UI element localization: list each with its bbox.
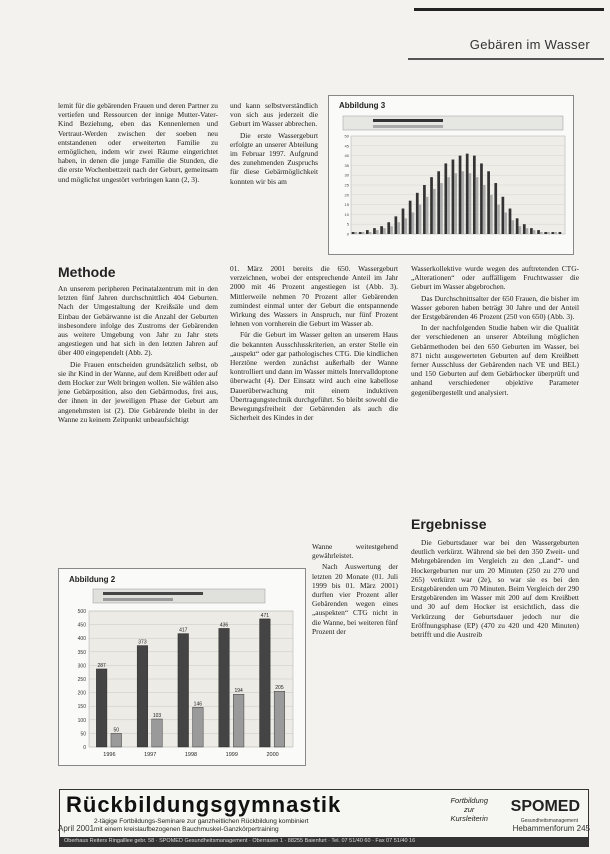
- figure-3-legend-swatch: [373, 125, 443, 128]
- figure-3-y-tick: 10: [344, 211, 349, 217]
- figure-2-y-tick: 450: [77, 622, 86, 629]
- figure-3-bar: [416, 193, 419, 234]
- figure-2-y-tick: 150: [77, 704, 86, 711]
- figure-3-y-tick: 0: [346, 231, 349, 237]
- ad-course-line: zur: [464, 805, 475, 814]
- column-2-body: [230, 264, 398, 424]
- figure-3-bar: [430, 177, 433, 234]
- figure-2-bar: [111, 733, 122, 747]
- ad-subtitle-1: 2-tägige Fortbildungs-Seminare zur ganzheitlichen Rückbildung kombiniert: [94, 818, 309, 825]
- figure-3-bar: [447, 177, 450, 234]
- heading-ergebnisse: Ergebnisse: [411, 516, 487, 532]
- figure-2: [58, 568, 306, 766]
- figure-3-y-tick: 5: [346, 221, 349, 227]
- figure-3-bar: [459, 156, 462, 234]
- figure-3-bar: [366, 230, 369, 234]
- figure-3-bar: [544, 232, 547, 234]
- figure-3-bar: [502, 197, 505, 234]
- figure-3-chart: [329, 96, 573, 254]
- figure-3-bar: [452, 160, 455, 234]
- figure-3-bar: [480, 163, 483, 234]
- figure-2-data-label: 194: [234, 688, 243, 695]
- figure-3-bar: [461, 171, 464, 234]
- figure-3-bar: [551, 232, 554, 234]
- figure-3-bar: [387, 222, 390, 234]
- figure-3-bar: [469, 173, 472, 234]
- figure-2-chart: [59, 569, 305, 765]
- column-3-top: [411, 264, 579, 399]
- figure-2-legend-swatch: [103, 592, 203, 595]
- figure-2-bar: [233, 694, 244, 747]
- figure-3-bar: [419, 205, 422, 234]
- figure-3-bar: [376, 230, 379, 234]
- ad-subtitle-2: mit einem kreislaufbezogenen Bauchmuskel-Ganzkörpertraining: [94, 826, 279, 833]
- ad-title: Rückbildungsgymnastik: [66, 792, 342, 817]
- ad-course-info: [450, 796, 488, 823]
- figure-2-x-tick: 1997: [144, 752, 157, 758]
- figure-2-y-tick: 0: [83, 745, 86, 751]
- paragraph: Das Durchschnittsalter der 650 Frauen, die bisher im Wasser geboren haben beträgt 30 Jahre und der Anteil der Erstgebärenden 46 Prozent (250 von 650) (Abb. 3).: [411, 293, 579, 322]
- figure-2-y-tick: 50: [80, 731, 86, 738]
- figure-3-bar: [402, 209, 405, 234]
- figure-3-bar: [397, 222, 400, 234]
- figure-3-bar: [518, 226, 521, 234]
- figure-3-bar: [440, 183, 443, 234]
- figure-2-data-label: 417: [179, 627, 188, 634]
- title-rule: [408, 58, 604, 60]
- figure-3-bar: [530, 228, 533, 234]
- figure-3-bar: [437, 171, 440, 234]
- spomed-logo-subtitle: Gesundheitsmanagement: [520, 818, 578, 824]
- column-2-bottom: [312, 542, 398, 638]
- figure-3-bar: [516, 218, 519, 234]
- figure-2-x-tick: 1998: [184, 752, 198, 758]
- figure-3-bar: [483, 185, 486, 234]
- figure-3-bar: [487, 171, 490, 234]
- column-1-top: [58, 101, 218, 186]
- figure-3-y-tick: 20: [344, 192, 349, 198]
- figure-3-y-tick: 40: [344, 153, 349, 159]
- ad-course-line: Kursleiterin: [450, 814, 488, 823]
- section-title: Gebären im Wasser: [469, 37, 590, 52]
- figure-3-bar: [395, 216, 398, 234]
- figure-2-y-tick: 300: [77, 663, 86, 670]
- figure-2-label: Abbildung 2: [69, 575, 116, 584]
- figure-2-x-tick: 2000: [266, 752, 279, 758]
- figure-3-bar: [352, 232, 355, 234]
- figure-2-data-label: 146: [193, 701, 203, 708]
- figure-2-y-tick: 200: [77, 690, 86, 697]
- paragraph: lemit für die gebärenden Frauen und deren Partner zu vertiefen und Ressourcen der innige Mutter-Vater-Kind Beziehung, eben das Kennenlernen und Vertraut-Werden zwischen der soeben neu entstandenen oder erweiterten Familie zu ermöglichen, indem wir zwei Räume eingerichtet haben, in denen die junge Familie die Stunden, die die erste Wochenbettzeit nach der Geburt, gemeinsam und möglichst ungestört verbringen kann (2, 3).: [58, 101, 218, 184]
- figure-3-label: Abbildung 3: [339, 101, 386, 110]
- figure-2-bar: [96, 669, 107, 747]
- figure-2-data-label: 436: [219, 622, 229, 629]
- paragraph: Die erste Wassergeburt erfolgte an unserer Abteilung im Februar 1997. Aufgrund des zunehmenden Zuspruchs für diese Gebärmöglichkeit konnten wir bis am: [230, 130, 318, 186]
- figure-2-data-label: 373: [138, 639, 147, 646]
- figure-2-bar: [178, 634, 189, 747]
- paragraph: Die Frauen entscheiden grundsätzlich selbst, ob sie ihr Kind in der Wanne, auf dem Kreißbett oder auf dem Hocker zur Welt bringen wollen. Sie wählen also jene Gebärposition, also den Gebärmodus, frei aus, der ihnen in der jeweiligen Phase der Geburt am angenehmsten ist (2). Die Gebärende bleibt in der Wanne zu keinem Zeitpunkt unbeaufsichtigt: [58, 359, 218, 424]
- figure-3-bar: [380, 226, 383, 234]
- header-rule: [414, 8, 604, 11]
- figure-3-bar: [559, 232, 562, 234]
- figure-3-bar: [354, 232, 357, 234]
- figure-3-y-tick: 30: [344, 172, 349, 178]
- figure-3-bar: [433, 189, 436, 234]
- figure-2-bar: [219, 628, 230, 747]
- figure-3-bar: [523, 224, 526, 234]
- advertisement[interactable]: [59, 789, 589, 847]
- figure-3-legend-swatch: [373, 119, 443, 122]
- footer-date: April 2001: [58, 824, 95, 833]
- figure-3-bar: [476, 177, 479, 234]
- figure-3-bar: [426, 197, 429, 234]
- figure-3: [328, 95, 574, 255]
- figure-3-bar: [494, 183, 497, 234]
- paragraph: An unserem peripheren Perinatalzentrum mit in den letzten fünf Jahren durchschnittlich 404 Geburten. Nach der Umgestaltung der Kreißsäle und dem Einbau der Gebärwanne ist die Anzahl der Geburten insbesondere infolge des Zustroms der Gebärenden aus weitere Umgebung von Jahr zu Jahr stets angestiegen und hat sich in den letzten Jahren auf über 400 eingependelt (Abb. 2).: [58, 284, 218, 358]
- paragraph: Für die Geburt im Wasser gelten an unserem Haus die bekannten Ausschlusskriterien, an erster Stelle ein „auspekt“ oder gar pathologisches CTG. Die kindlichen Herztöne werden zunächst außerhalb der Wanne kontrolliert und dann im Wasser mittels Intervalldoptone überwacht (4). Der Einsatz wird auch eine kabellose Dauerüberwachung mit einem induktiven Übertragungstechnik durchgeführt. So bleibt sowohl die Bewegungsfreiheit der Gebärenden als auch die Sicherheit des Kindes in der: [230, 330, 398, 423]
- paragraph: 01. März 2001 bereits die 650. Wassergeburt verzeichnen, wobei der entsprechende Anteil im Jahr 2000 mit 46 Prozent angestiegen ist (Abb. 3). Mittlerweile nehmen 70 Prozent aller Gebärenden zumindest einmal unter der Geburt die entspannende Wirkung des Wassers in Anspruch, nur fünf Prozent lehnen von vornherein die Geburt im Wasser ab.: [230, 264, 398, 329]
- figure-3-y-tick: 35: [344, 162, 349, 168]
- figure-3-bar: [369, 232, 372, 234]
- figure-2-y-tick: 350: [77, 649, 86, 656]
- figure-2-bar: [152, 719, 163, 747]
- figure-3-bar: [383, 228, 386, 234]
- figure-3-bar: [526, 228, 529, 234]
- heading-methode: Methode: [58, 264, 116, 280]
- figure-3-bar: [537, 230, 540, 234]
- figure-3-bar: [390, 226, 393, 234]
- figure-3-bar: [404, 218, 407, 234]
- figure-2-y-tick: 100: [77, 717, 86, 724]
- column-1-body: [58, 284, 218, 426]
- figure-3-bar: [547, 232, 550, 234]
- figure-2-data-label: 50: [113, 727, 120, 734]
- figure-3-bar: [504, 212, 507, 234]
- figure-3-y-tick: 15: [344, 202, 349, 208]
- figure-3-bar: [490, 195, 493, 234]
- figure-3-y-tick: 25: [344, 182, 349, 188]
- figure-2-y-tick: 250: [77, 677, 86, 683]
- figure-2-bar: [193, 707, 204, 747]
- column-3-body: [411, 538, 579, 641]
- figure-3-bar: [362, 232, 365, 234]
- paragraph: Nach Auswertung der letzten 20 Monate (01. Juli 1999 bis 01. März 2001) durften vier Prozent aller Gebärenden wegen eines „auspekten“ CTG nicht in die Wanne, bei weiteren fünf Prozent der: [312, 562, 398, 636]
- figure-2-data-label: 471: [260, 612, 270, 619]
- spomed-logo: SPOMED: [510, 798, 580, 815]
- ad-contact-bar: Oberhaus Reiters Ringalllee gebr. 58 · SPOMED Gesundheitsmanagement · Oberrasen 1 · 88255 Baienfurt · Tel. 07 51/40 60 · Fax 07 51/40 16: [60, 837, 588, 846]
- figure-2-data-label: 103: [152, 712, 162, 719]
- paragraph: In der nachfolgenden Studie haben wir die Qualität der verschiedenen an unserer Abteilung möglichen Gebärmethoden bei den 650 Geburten im Wasser, bei 871 nicht ausgewerteten Geburten auf dem Kreißbett ferner Ausschluss der Gebärenden nach VE und BEL) und 150 Geburten auf dem Gebärhocker überprüft und anhand verschiedener objektive Parameter gegenübergestellt und analysiert.: [411, 323, 579, 397]
- figure-3-bar: [554, 232, 557, 234]
- figure-3-y-tick: 50: [344, 133, 349, 139]
- figure-3-bar: [466, 154, 469, 234]
- figure-2-data-label: 205: [275, 685, 284, 692]
- figure-3-bar: [423, 185, 426, 234]
- figure-3-bar: [444, 163, 447, 234]
- figure-3-bar: [533, 230, 536, 234]
- figure-3-bar: [497, 205, 500, 234]
- figure-3-bar: [359, 232, 362, 234]
- figure-2-y-tick: 500: [77, 609, 86, 615]
- figure-3-y-tick: 45: [344, 143, 349, 149]
- figure-2-bar: [274, 691, 285, 747]
- figure-2-x-tick: 1999: [225, 752, 238, 758]
- figure-2-y-tick: 400: [77, 636, 86, 643]
- figure-3-bar: [540, 232, 543, 234]
- figure-3-bar: [473, 156, 476, 234]
- figure-2-legend-swatch: [103, 598, 173, 601]
- figure-2-x-tick: 1996: [103, 752, 116, 758]
- ad-course-line: Fortbildung: [450, 796, 488, 805]
- paragraph: Wanne weitestgehend gewährleistet.: [312, 542, 398, 561]
- figure-3-bar: [373, 228, 376, 234]
- column-2-top: [230, 101, 318, 188]
- figure-3-bar: [411, 212, 414, 234]
- figure-2-bar: [260, 619, 271, 747]
- figure-2-data-label: 287: [97, 662, 106, 669]
- figure-3-bar: [409, 201, 412, 234]
- figure-2-bar: [137, 646, 148, 747]
- figure-3-bar: [511, 220, 514, 234]
- figure-3-bar: [509, 209, 512, 234]
- paragraph: Wasserkollektive wurde wegen des auftretenden CTG-„Alterationen“ oder auffälligem Fruchtwasser die Geburt im Wasser abgebrochen.: [411, 264, 579, 292]
- figure-3-bar: [454, 173, 457, 234]
- paragraph: und kann selbstverständlich von sich aus jederzeit die Geburt im Wasser abbrechen.: [230, 101, 318, 129]
- footer-publication: Hebammenforum 245: [512, 824, 590, 833]
- paragraph: Die Geburtsdauer war bei den Wassergeburten deutlich verkürzt. Während sie bei den 350 Zweit- und Mehrgebärenden im Vergleich zu den „Land“- und Hockergeburten nur um 20 Minuten (250 zu 270 und 265) verkürzt war (2e), so war sie es bei den Erstgebärenden um 70 Minuten. Beim Vergleich der 290 Erstgebärenden im Wasser mit 200 auf dem Kreißbett und 30 auf dem Hocker ist ersichtlich, dass die Verkürzung der Geburtsdauer jedoch nur die Eröffnungsphase (EP) (470 zu 420 und 420 Minuten) betrifft und die Austreib: [411, 538, 579, 640]
